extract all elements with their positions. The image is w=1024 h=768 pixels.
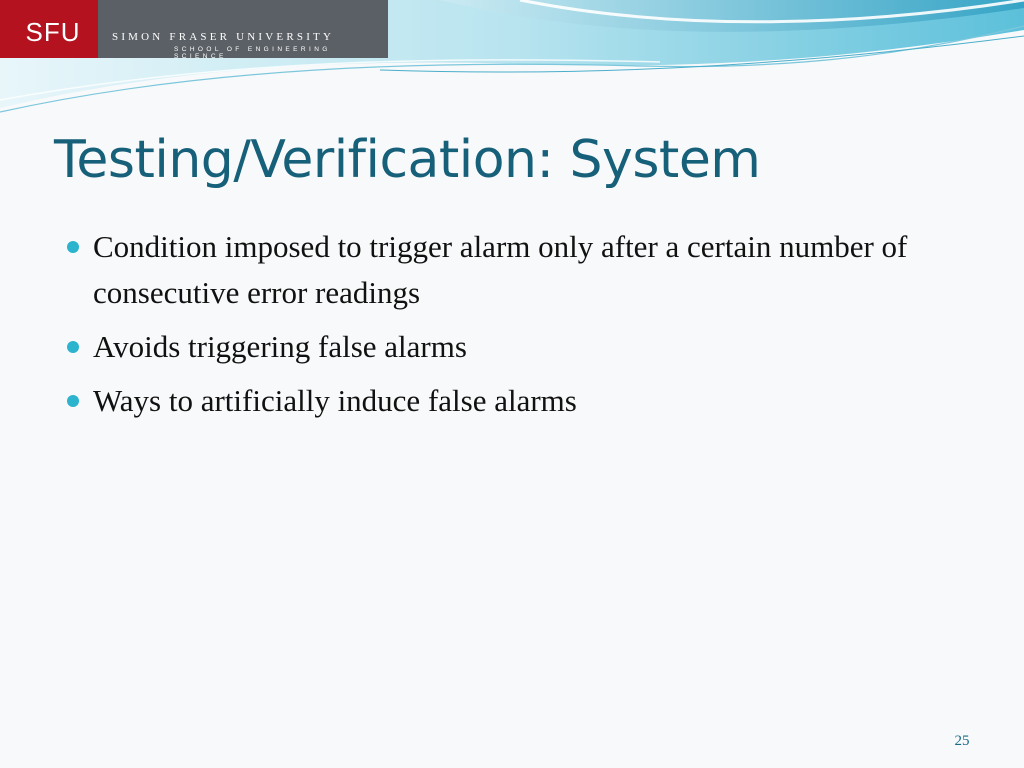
bullet-text: Avoids triggering false alarms [93,329,467,364]
bullet-dot-icon [67,241,79,253]
sfu-logo [0,0,388,58]
logo-university-name: SIMON FRASER UNIVERSITY [112,31,335,43]
bullet-dot-icon [67,395,79,407]
bullet-item [60,224,980,316]
page-number: 25 [954,733,970,749]
bullet-item [60,378,980,424]
bullet-text: Ways to artificially induce false alarms [93,383,577,418]
bullet-text: Condition imposed to trigger alarm only after a certain number of consecutive error readings [93,229,908,310]
logo-red-block [0,0,98,58]
bullet-dot-icon [67,341,79,353]
logo-gray-block [98,0,388,58]
logo-school-name: SCHOOL OF ENGINEERING SCIENCE [174,46,331,60]
bullet-list [60,224,980,432]
bullet-item [60,324,980,370]
slide-title: Testing/Verification: System [54,130,761,190]
logo-sfu-text: SFU [25,16,81,47]
